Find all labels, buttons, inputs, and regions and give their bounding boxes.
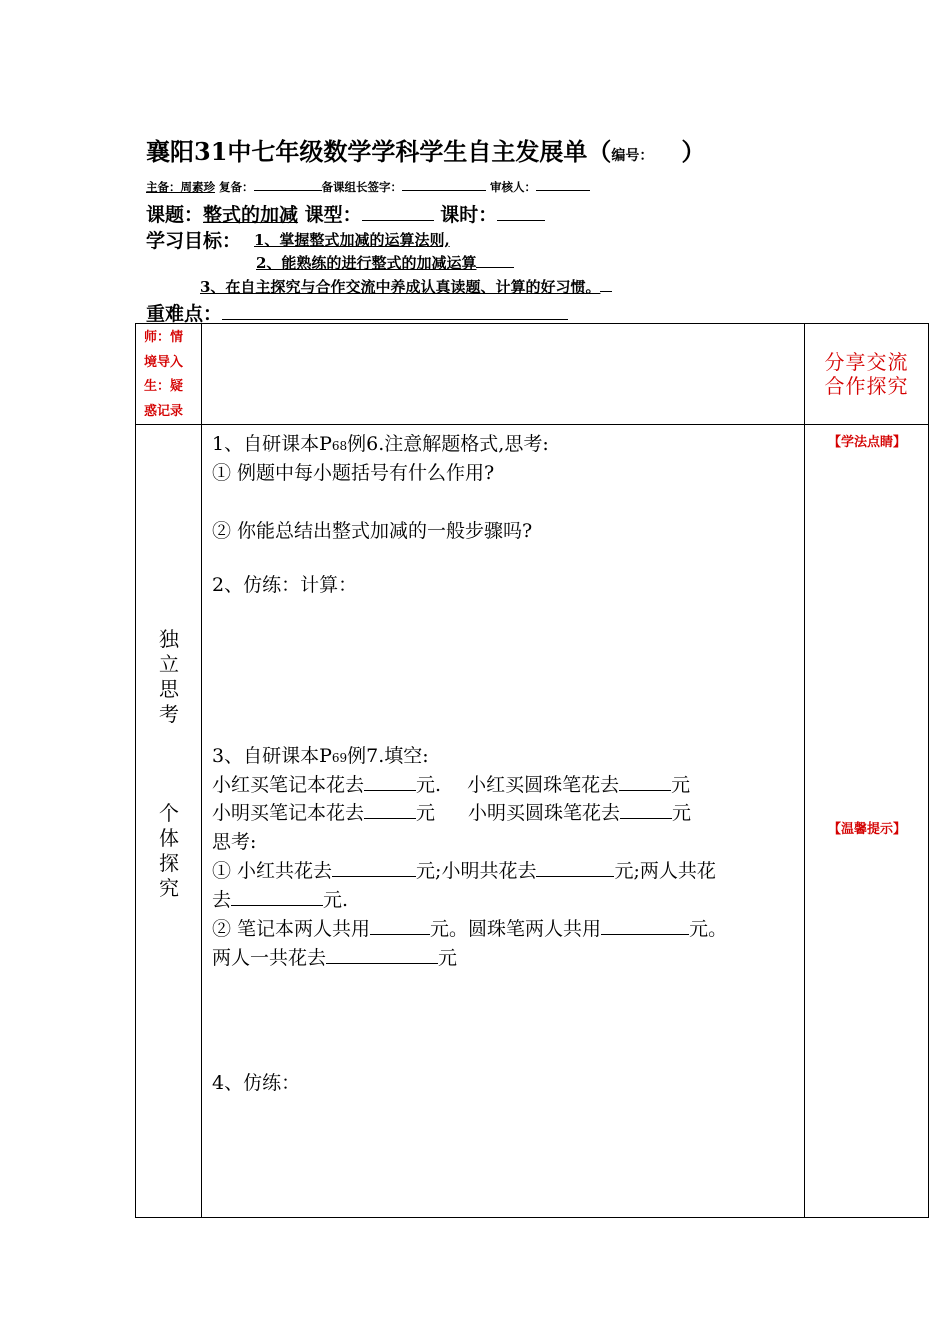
tip-method-insight: 【学法点睛】 — [827, 435, 906, 450]
header-row — [136, 324, 929, 425]
header-blank-cell[interactable] — [202, 324, 805, 425]
topic-value: 整式的加减 — [203, 204, 299, 226]
content-cell[interactable] — [202, 425, 805, 1218]
answer-blank[interactable] — [326, 947, 438, 964]
title-code-label: 编号： — [611, 148, 654, 164]
content-row — [136, 425, 929, 1218]
objective-2: 2、能熟练的进行整式的加减运算 — [256, 252, 514, 273]
think-item-2-cont: 两人一共花去 元 — [212, 947, 458, 969]
answer-blank[interactable] — [619, 774, 671, 791]
question-3-line-1: 小红买笔记本花去 元. 小红买圆珠笔花去 元 — [212, 774, 691, 796]
question-1: 1、自研课本P68例6.注意解题格式,思考: — [212, 433, 549, 455]
question-3-line-2: 小明买笔记本花去 元 小明买圆珠笔花去 元 — [212, 802, 692, 824]
difficulty-line — [146, 299, 568, 326]
difficulty-label: 重难点： — [146, 303, 223, 325]
tip-friendly-reminder: 【温馨提示】 — [827, 822, 906, 837]
answer-blank[interactable] — [370, 918, 430, 935]
answer-blank[interactable] — [601, 918, 689, 935]
side-label-independent-thinking: 独 立 思 考 — [159, 627, 179, 726]
difficulty-blank[interactable] — [222, 303, 568, 320]
worksheet-table — [135, 323, 929, 1218]
question-1-item-2: ② 你能总结出整式加减的一般步骤吗? — [212, 520, 533, 542]
type-blank[interactable] — [362, 204, 434, 221]
think-label: 思考: — [212, 831, 257, 853]
document-title — [146, 132, 705, 167]
answer-blank[interactable] — [231, 889, 323, 906]
meta-review-label: 复备： — [219, 180, 254, 194]
objective-1: 1、掌握整式加减的运算法则, — [254, 231, 450, 249]
answer-blank[interactable] — [620, 802, 672, 819]
question-4: 4、仿练： — [212, 1072, 301, 1094]
meta-auditor-label: 审核人： — [490, 180, 537, 194]
think-item-1: ① 小红共花去 元;小明共花去 元;两人共花 — [212, 860, 716, 882]
topic-label: 课题： — [146, 204, 204, 226]
type-label: 课型： — [304, 204, 362, 226]
answer-blank[interactable] — [364, 774, 416, 791]
side-label-individual-inquiry: 个 体 探 究 — [159, 801, 179, 900]
answer-blank[interactable] — [332, 860, 416, 877]
objective-3: 3、在自主探究与合作交流中养成认真读题、计算的好习惯。 — [200, 276, 612, 297]
objectives-label: 学习目标： — [146, 230, 242, 252]
meta-author: 主备：周素珍 — [146, 180, 215, 194]
answer-blank[interactable] — [364, 802, 416, 819]
question-2: 2、仿练：计算： — [212, 574, 358, 596]
hours-label: 课时： — [440, 204, 498, 226]
tips-cell — [805, 425, 929, 1218]
meta-group-label: 备课组长签字： — [321, 180, 403, 194]
answer-blank[interactable] — [536, 860, 614, 877]
share-explore-header: 分享交流 合作探究 — [805, 324, 929, 425]
meta-auditor-blank[interactable] — [536, 178, 590, 191]
title-close: ） — [681, 137, 706, 166]
lesson-line — [146, 200, 545, 227]
teacher-student-header: 师：情 境导入 生：疑 惑记录 — [136, 324, 202, 425]
meta-line — [146, 178, 590, 195]
meta-group-blank[interactable] — [402, 178, 486, 191]
think-item-1-cont: 去 元. — [212, 889, 349, 911]
title-main: 襄阳31中七年级数学学科学生自主发展单（ — [146, 137, 612, 166]
think-item-2: ② 笔记本两人共用 元。圆珠笔两人共用 元。 — [212, 918, 728, 940]
meta-review-blank[interactable] — [254, 178, 322, 191]
question-1-item-1: ① 例题中每小题括号有什么作用? — [212, 462, 495, 484]
question-3: 3、自研课本P69例7.填空: — [212, 745, 429, 767]
side-label-cell — [136, 425, 202, 1218]
hours-blank[interactable] — [497, 204, 545, 221]
